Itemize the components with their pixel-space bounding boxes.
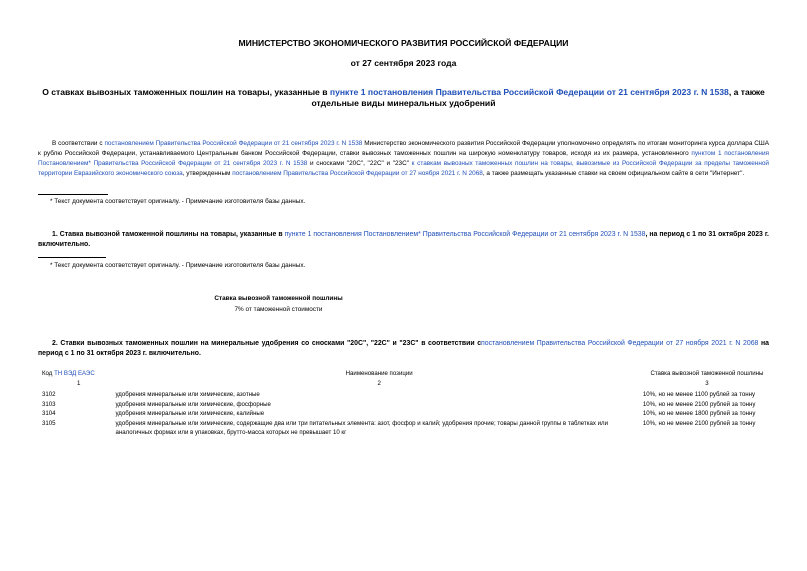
intro-text-2: Министерство экономического развития Российской Федерации уполномочено определять по итогам мониторинга курса доллара США к рублю Российской Федерации, устанавливаемого Центральным банком Российской Федерации, ставки вывозных таможенных пошлин на широкую номенклатуру товаров, исходя из их размера, установленного: [38, 140, 770, 157]
row-name: удобрения минеральные или химические, азотные: [115, 391, 260, 398]
fertilizer-rates-table: [36, 369, 771, 438]
row-name: удобрения минеральные или химические, фосфорные: [115, 400, 271, 408]
row-rate: 10%, но не менее 2100 рублей за тонну: [642, 400, 756, 408]
title-link[interactable]: пункте 1 постановления Правительства Российской Федерации от 21 сентября 2023 г. N 1538: [329, 87, 729, 97]
ministry-heading: МИНИСТЕРСТВО ЭКОНОМИЧЕСКОГО РАЗВИТИЯ РОССИЙСКОЙ ФЕДЕРАЦИИ: [238, 38, 569, 48]
point-1-link[interactable]: пункте 1 постановления Постановлением* Правительства Российской Федерации от 21 сентября 2023 г. N 1538: [284, 231, 646, 238]
row-name: удобрения минеральные или химические, содержащие два или три питательных элемента: азот, фосфор и калий; удобрения прочие; товары данной группы в таблетках или аналогичных формах или в упаковках, брутто-масса которых не превышает 10 кг: [115, 419, 609, 436]
header-code-prefix: Код: [42, 370, 55, 377]
header-code: [36, 369, 115, 379]
intro-paragraph: [38, 139, 769, 179]
intro-text-5: , а также размещать указанные ставки на своем официальном сайте в сети "Интернет".: [482, 170, 745, 177]
table-header-row: [36, 369, 771, 379]
col-number-3: 3: [705, 380, 709, 387]
table-number-row: [36, 379, 771, 390]
row-code: 3105: [42, 419, 56, 427]
row-code: 3104: [42, 410, 56, 417]
table-row: [36, 400, 771, 410]
table-row: [36, 419, 771, 438]
row-rate: 10%, но не менее 1100 рублей за тонну: [642, 391, 756, 398]
header-rate: Ставка вывозной таможенной пошлины: [650, 370, 764, 377]
footnote-divider-1: [38, 194, 108, 195]
document-title: [40, 87, 767, 109]
intro-link-1538[interactable]: постановлением Правительства Российской Федерации от 21 сентября 2023 г. N 1538: [104, 140, 363, 147]
point-1-text-1: 1. Ставка вывозной таможенной пошлины на товары, указанные в: [52, 231, 285, 238]
intro-link-point1[interactable]: пунктом 1 постановления Постановлением* Правительства Российской Федерации от 21 сентября 2023 г. N 1538: [38, 150, 769, 167]
row-rate: 10%, но не менее 2100 рублей за тонну: [642, 419, 756, 427]
row-rate: 10%, но не менее 1800 рублей за тонну: [642, 410, 756, 417]
point-2-text-1: 2. Ставки вывозных таможенных пошлин на минеральные удобрения со сносками "20С", "22С" и "23С" в соответствии с: [52, 340, 482, 347]
point-1-text-2: , на период с 1 по 31 октября 2023 г. включительно.: [38, 231, 769, 248]
intro-text-4: , утвержденным: [182, 170, 233, 177]
header-name: Наименование позиции: [345, 370, 413, 377]
point-1-paragraph: [38, 230, 769, 250]
table-row: [36, 390, 771, 400]
rate-value: 7% от таможенной стоимости: [234, 306, 323, 313]
document-date: от 27 сентября 2023 года: [350, 58, 457, 68]
rate-header: Ставка вывозной таможенной пошлины: [214, 295, 343, 302]
footnote-divider-2: [38, 257, 106, 258]
col-number-1: 1: [77, 380, 81, 387]
point-2-text-2: на период с 1 по 31 октября 2023 г. включительно.: [38, 340, 769, 357]
point-2-paragraph: [38, 339, 769, 359]
header-code-link[interactable]: ТН ВЭД ЕАЭС: [54, 370, 95, 377]
title-text-1: О ставках вывозных таможенных пошлин на товары, указанные в: [42, 87, 330, 97]
row-code: 3103: [42, 400, 56, 408]
col-number-2: 2: [377, 380, 381, 387]
footnote-1: * Текст документа соответствует оригиналу. - Примечание изготовителя базы данных.: [50, 198, 306, 205]
intro-text-1: В соответствии с: [52, 140, 105, 147]
point-2-link[interactable]: постановлением Правительства Российской Федерации от 27 ноября 2021 г. N 2068: [481, 340, 759, 347]
footnote-2: * Текст документа соответствует оригиналу. - Примечание изготовителя базы данных.: [50, 262, 306, 269]
row-code: 3102: [42, 391, 56, 398]
intro-link-rates[interactable]: к ставкам вывозных таможенных пошлин на товары, вывозимые из Российской Федерации за пределы таможенной территории Евразийского экономического союза: [38, 160, 769, 177]
row-name: удобрения минеральные или химические, калийные: [115, 410, 265, 417]
title-text-2: , а также отдельные виды минеральных удобрений: [311, 87, 765, 108]
intro-link-2068[interactable]: постановлением Правительства Российской Федерации от 27 ноября 2021 г. N 2068: [232, 170, 483, 177]
table-row: [36, 409, 771, 419]
intro-text-3: и сносками "20С", "22С" и "23С": [307, 160, 412, 167]
